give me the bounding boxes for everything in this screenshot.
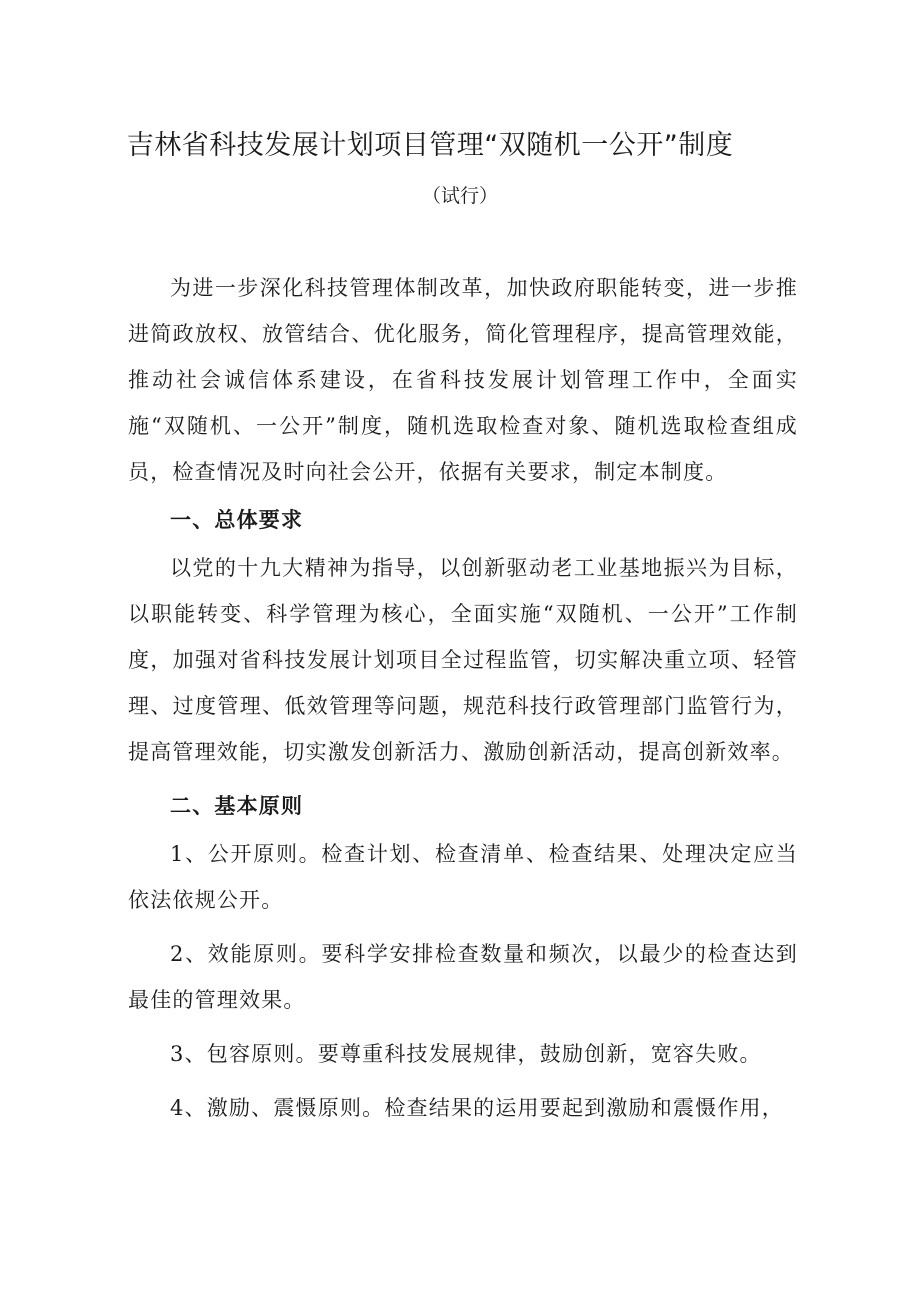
principle-tolerance: 3、包容原则。要尊重科技发展规律，鼓励创新，宽容失败。 bbox=[170, 1042, 762, 1066]
document-subtitle: （试行） bbox=[421, 185, 498, 207]
principle-incentive-deterrence: 4、激励、震慑原则。检查结果的运用要起到激励和震慑作用， bbox=[170, 1096, 784, 1120]
intro-paragraph: 为进一步深化科技管理体制改革，加快政府职能转变，进一步推进简政放权、放管结合、优化服务，简化管理程序，提高管理效能，推动社会诚信体系建设，在省科技发展计划管理工作中，全面实施“双随机、一公开”制度，随机选取检查对象、随机选取检查组成员，检查情况及时向社会公开，依据有关要求，制定本制度。 bbox=[128, 276, 798, 484]
principle-openness: 1、公开原则。检查计划、检查清单、检查结果、处理决定应当依法依规公开。 bbox=[128, 842, 798, 912]
document-title: 吉林省科技发展计划项目管理“双随机一公开”制度 bbox=[126, 130, 734, 161]
principle-efficiency: 2、效能原则。要科学安排检查数量和频次，以最少的检查达到最佳的管理效果。 bbox=[128, 942, 798, 1012]
section-heading-general-requirements: 一、总体要求 bbox=[170, 508, 304, 532]
document-body bbox=[128, 265, 798, 1131]
section-heading-basic-principles: 二、基本原则 bbox=[170, 794, 304, 818]
general-requirements-paragraph: 以党的十九大精神为指导，以创新驱动老工业基地振兴为目标，以职能转变、科学管理为核心，全面实施“双随机、一公开”工作制度，加强对省科技发展计划项目全过程监管，切实解决重立项、轻管理、过度管理、低效管理等问题，规范科技行政管理部门监管行为，提高管理效能，切实激发创新活力、激励创新活动，提高创新效率。 bbox=[128, 556, 798, 764]
